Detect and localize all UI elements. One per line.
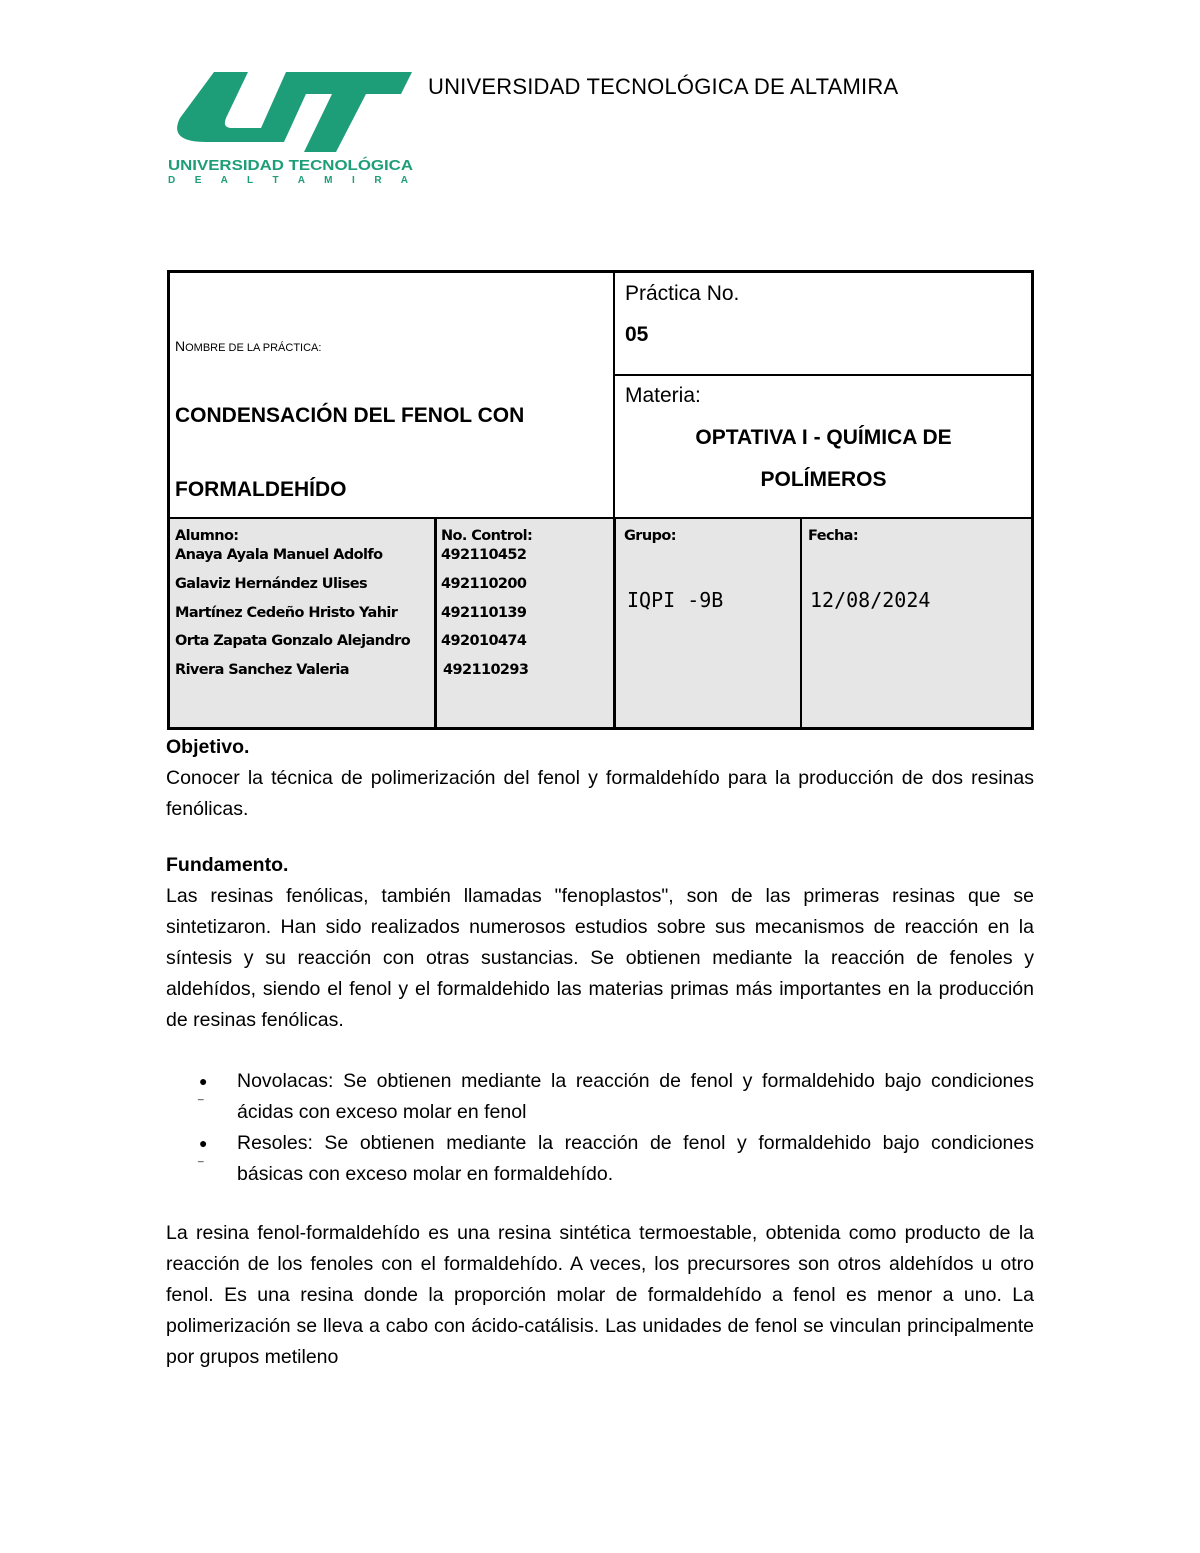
control-label: No. Control: xyxy=(441,528,533,544)
student-name: Rivera Sanchez Valeria xyxy=(175,662,349,678)
control-number: 492010474 xyxy=(441,633,527,649)
control-number: 492110293 xyxy=(443,662,529,678)
resin-paragraph: La resina fenol-formaldehído es una resina sintética termoestable, obtenida como producto de la reacción de los fenoles con el formaldehído. A veces, los precursores son otros aldehídos u otro fenol. Es una resina donde la proporción molar de formaldehído a fenol es menor a uno. La polimerización se lleva a cabo con ácido-catálisis. Las unidades de fenol se vinculan principalmente por grupos metileno xyxy=(166,1222,1034,1368)
group-label: Grupo: xyxy=(624,528,676,544)
bullet-icon: ● _ xyxy=(198,1135,208,1163)
control-number: 492110139 xyxy=(441,605,527,621)
objective-section xyxy=(166,732,1034,825)
bullet-icon: ● _ xyxy=(198,1073,208,1101)
student-name: Martínez Cedeño Hristo Yahir xyxy=(175,605,398,621)
objective-text: Conocer la técnica de polimerización del fenol y formaldehído para la producción de dos resinas fenólicas. xyxy=(166,767,1034,820)
resin-types-list xyxy=(166,1066,1034,1190)
university-header-title: UNIVERSIDAD TECNOLÓGICA DE ALTAMIRA xyxy=(428,74,899,99)
practice-name-line2: FORMALDEHÍDO xyxy=(175,478,347,501)
date-label: Fecha: xyxy=(808,528,859,544)
practice-name-line1: CONDENSACIÓN DEL FENOL CON xyxy=(175,404,525,427)
ut-logo-icon xyxy=(166,70,416,185)
practice-header-table xyxy=(167,270,1034,730)
fundamento-heading: Fundamento. xyxy=(166,854,289,876)
divider xyxy=(613,374,1034,376)
practice-name-label: NOMBRE DE LA PRÁCTICA: xyxy=(175,338,322,354)
student-name: Anaya Ayala Manuel Adolfo xyxy=(175,547,383,563)
objective-heading: Objetivo. xyxy=(166,736,250,758)
student-name: Orta Zapata Gonzalo Alejandro xyxy=(175,633,411,649)
list-item: ● _ Novolacas: Se obtienen mediante la reacción de fenol y formaldehido bajo condiciones ácidas con exceso molar en fenol xyxy=(166,1066,1034,1128)
list-item: ● _ Resoles: Se obtienen mediante la reacción de fenol y formaldehido bajo condiciones básicas con exceso molar en formaldehído. xyxy=(166,1128,1034,1190)
svg-text:D E A L T A M I R A: D E A L T A M I R A xyxy=(168,175,409,185)
practice-number-value: 05 xyxy=(625,323,649,346)
date-value: 12/08/2024 xyxy=(810,588,931,612)
svg-text:UNIVERSIDAD TECNOLÓGICA: UNIVERSIDAD TECNOLÓGICA xyxy=(168,158,380,174)
control-number: 492110452 xyxy=(441,547,527,563)
subject-label: Materia: xyxy=(625,384,701,407)
group-value: IQPI -9B xyxy=(627,588,724,612)
university-logo xyxy=(166,70,416,185)
alumno-label: Alumno: xyxy=(175,528,239,544)
subject-line2: POLÍMEROS xyxy=(760,468,887,491)
control-number: 492110200 xyxy=(441,576,527,592)
fundamento-text: Las resinas fenólicas, también llamadas "fenoplastos", son de las primeras resinas que se sintetizaron. Han sido realizados numerosos estudios sobre sus mecanismos de reacción en la síntesis y su reacción con otras sustancias. Se obtienen mediante la reacción de fenoles y aldehídos, siendo el fenol y el formaldehido las materias primas más importantes en la producción de resinas fenólicas. xyxy=(166,885,1034,1031)
fundamento-section xyxy=(166,850,1034,1036)
subject-line1: OPTATIVA I - QUÍMICA DE xyxy=(695,426,952,449)
practice-number-label: Práctica No. xyxy=(625,282,740,305)
date-cell xyxy=(802,519,1031,727)
student-name: Galaviz Hernández Ulises xyxy=(175,576,368,592)
group-cell xyxy=(616,519,800,727)
